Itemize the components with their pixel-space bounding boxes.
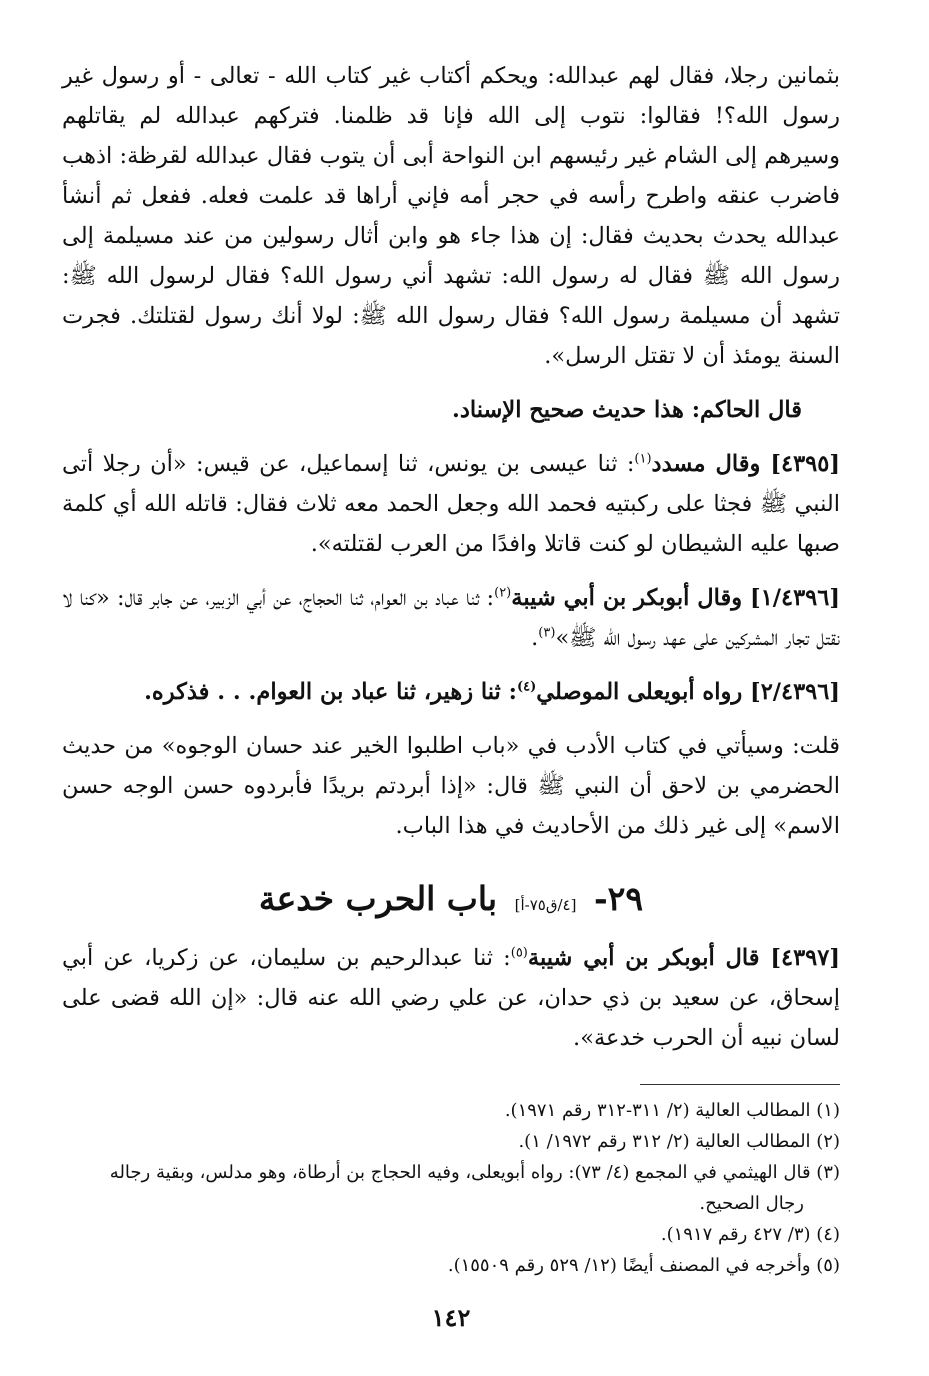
page-number: ١٤٢: [431, 1303, 471, 1332]
hadith-text: : ثنا عباد بن العوام، ثنا الحجاج، عن أبي الزبير، عن جابر قال: «كنا لا نقتل تجار المشركين على عهد رسول الله ﷺ»: [62, 585, 840, 651]
hadith-number: [١/٤٣٩٦] وقال أبوبكر بن أبي شيبة: [511, 585, 840, 611]
footnote-4: (٤) (٣/ ٤٢٧ رقم ١٩١٧).: [660, 1224, 840, 1245]
hadith-number: [٤٣٩٥] وقال مسدد: [651, 451, 840, 477]
chapter-number: ٢٩-: [593, 879, 644, 918]
footnote-3: (٣) قال الهيثمي في المجمع (٤/ ٧٣): رواه أبويعلى، وفيه الحجاج بن أرطاة، وهو مدلس، وبقية رجاله: [109, 1162, 840, 1183]
paragraph-continuation: بثمانين رجلا، فقال لهم عبدالله: ويحكم أكتاب غير كتاب الله - تعالى - أو رسول غير رسول الله؟! فقالوا: نتوب إلى الله فإنا قد ظلمنا. فتركهم عبدالله لم يقاتلهم وسيرهم إلى الشام غير رئيسهم ابن النواحة أبى أن يتوب فقال عبدالله لقرظة: اذهب فاضرب عنقه واطرح رأسه في حجر أمه فإني أراها قد علمت فعله. ففعل ثم أنشأ عبدالله يحدث بحديث فقال: إن هذا جاء هو وابن أثال رسولين من عند مسيلمة إلى رسول الله ﷺ فقال له رسول الله: تشهد أني رسول الله؟ فقال لرسول الله ﷺ: تشهد أن مسيلمة رسول الله؟ فقال رسول الله ﷺ: لولا أنك رسول لقتلتك. فجرت السنة يومئذ أن لا تقتل الرسل».: [62, 63, 840, 369]
document-page: [62, 56, 840, 1356]
footnote-marker: (٥): [510, 945, 528, 961]
hadith-4396-1: [62, 578, 840, 658]
hadith-text: : ثنا عبدالرحيم بن سليمان، عن زكريا، عن أبي إسحاق، عن سعيد بن ذي حدان، عن علي رضي الله عنه قال: «إن الله قضى على لسان نبيه أن الحرب خدعة».: [62, 945, 840, 1051]
hakim-note: قال الحاكم: هذا حديث صحيح الإسناد.: [452, 397, 802, 423]
footnote-marker: (٣): [538, 625, 556, 641]
manuscript-ref: [٤/ق٧٥-أ]: [514, 896, 577, 914]
chapter-title: باب الحرب خدعة: [258, 879, 498, 918]
footnote-divider: [640, 1084, 840, 1085]
hadith-number: [٤٣٩٧] قال أبوبكر بن أبي شيبة: [527, 945, 840, 971]
hadith-text: : ثنا زهير، ثنا عباد بن العوام. . . فذكره.: [144, 679, 517, 705]
footnote-5: (٥) وأخرجه في المصنف أيضًا (١٢/ ٥٢٩ رقم ١٥٥٠٩).: [447, 1255, 840, 1276]
hadith-text: : ثنا عيسى بن يونس، ثنا إسماعيل، عن قيس: «أن رجلا أتى النبي ﷺ فجثا على ركبتيه فحمد الله وجعل الحمد معه ثلاث فقال: قاتله الله أي كلمة صبها عليه الشيطان لو كنت قاتلا وافدًا من العرب لقتلته».: [62, 451, 840, 557]
footnote-marker: (٢): [494, 585, 512, 601]
hadith-4397: [62, 938, 840, 1058]
footnote-2: (٢) المطالب العالية (٢/ ٣١٢ رقم ١٩٧٢/ ١).: [518, 1131, 840, 1152]
hadith-4396-2: [62, 672, 840, 712]
footnote-marker: (١): [634, 451, 652, 467]
chapter-heading: [62, 874, 840, 930]
footnote-1: (١) المطالب العالية (٢/ ٣١١-٣١٢ رقم ١٩٧١).: [504, 1100, 840, 1121]
hadith-end: .: [531, 625, 539, 651]
author-comment: قلت: وسيأتي في كتاب الأدب في «باب اطلبوا الخير عند حسان الوجوه» من حديث الحضرمي بن لاحق أن النبي ﷺ قال: «إذا أبردتم بريدًا فأبردوه حسن الوجه حسن الاسم» إلى غير ذلك من الأحاديث في هذا الباب.: [62, 733, 840, 839]
footnote-marker: (٤): [516, 679, 537, 695]
hadith-4395: [62, 444, 840, 564]
footnote-3-continued: رجال الصحيح.: [699, 1193, 804, 1214]
hadith-number: [٢/٤٣٩٦] رواه أبويعلى الموصلي: [536, 679, 840, 705]
